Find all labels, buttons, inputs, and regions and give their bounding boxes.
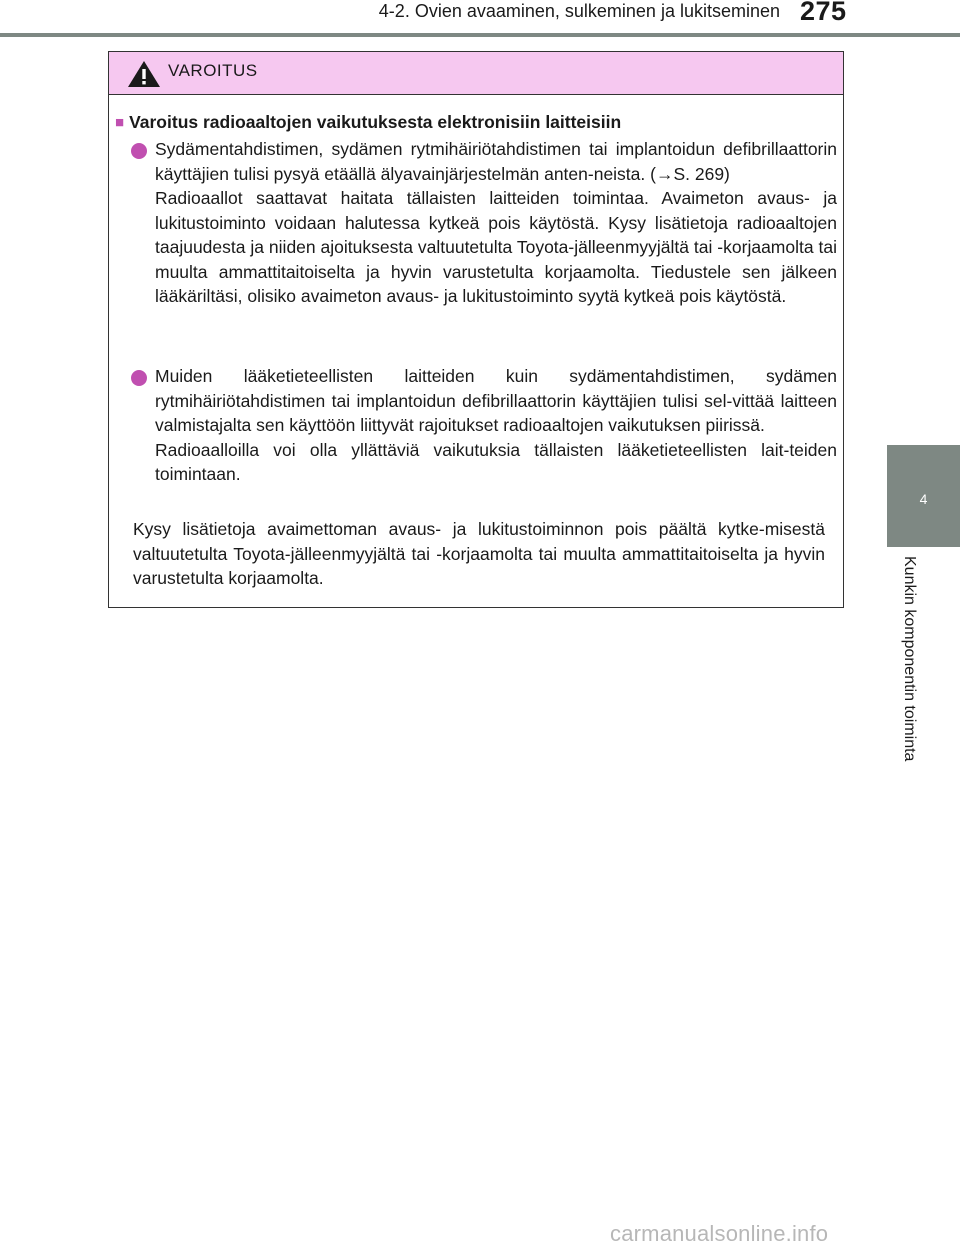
watermark: carmanualsonline.info xyxy=(610,1221,829,1246)
bullet-paragraph: Radioaallot saattavat haitata tällaisten laitteiden toimintaa. Avaimeton avaus- ja lukitustoiminto voidaan halutessa kytkeä pois käytöstä. Kysy lisätietoja radioaaltojen taajuudesta ja niiden ajoituksesta valtuutetulta Toyota-jälleenmyyjältä tai -korjaamolta tai muulta ammattitaitoiselta ja hyvin varustetulta korjaamolta. Tiedustele sen jälkeen lääkäriltäsi, olisiko avaimeton avaus- ja lukitustoiminto syytä kytkeä pois käytöstä. xyxy=(155,188,837,306)
page-number: 275 xyxy=(800,0,847,26)
bullet-paragraph: Radioaalloilla voi olla yllättäviä vaikutuksia tällaisten lääketieteellisten lait-teiden toimintaan. xyxy=(155,439,837,484)
warning-triangle-icon xyxy=(127,60,161,88)
chapter-tab xyxy=(887,445,960,547)
bullet-item-medical-devices xyxy=(131,364,837,487)
chapter-tab-number: 4 xyxy=(919,491,928,507)
header-rule xyxy=(0,33,960,37)
bullet-dot-icon xyxy=(131,143,147,159)
bullet-paragraph: Muiden lääketieteellisten laitteiden kuin sydämentahdistimen, sydämen rytmihäiriötahdistimen tai implantoidun defibrillaattorin käyttäjien tulisi sel-vittää laitteen valmistajalta sen käyttöön liittyvät rajoitukset radioaaltojen vaikutuksen piirissä. xyxy=(155,366,837,435)
chapter-tab-label: Kunkin komponentin toiminta xyxy=(901,556,918,762)
square-bullet-icon: ■ xyxy=(115,114,125,131)
note-paragraph: Kysy lisätietoja avaimettoman avaus- ja lukitustoiminnon pois päältä kytke-misestä valtuutetulta Toyota-jälleenmyyjältä tai -korjaamolta tai muulta ammattitaitoiselta ja hyvin varustetulta korjaamolta. xyxy=(133,519,825,588)
bullet-item-pacemaker xyxy=(131,137,837,309)
bullet-dot-icon xyxy=(131,370,147,386)
warning-box xyxy=(108,51,844,608)
section-heading xyxy=(115,112,621,133)
bullet-paragraph: Sydämentahdistimen, sydämen rytmihäiriötahdistimen tai implantoidun defibrillaattorin käyttäjien tulisi pysyä etäällä älyavainjärjestelmän anten-neista. (→S. 269) xyxy=(155,139,837,184)
running-header-title: 4-2. Ovien avaaminen, sulkeminen ja lukitseminen xyxy=(378,1,780,21)
warning-header xyxy=(109,52,843,95)
warning-label: VAROITUS xyxy=(168,61,258,80)
section-heading-text: Varoitus radioaaltojen vaikutuksesta elektronisiin laitteisiin xyxy=(129,112,622,132)
